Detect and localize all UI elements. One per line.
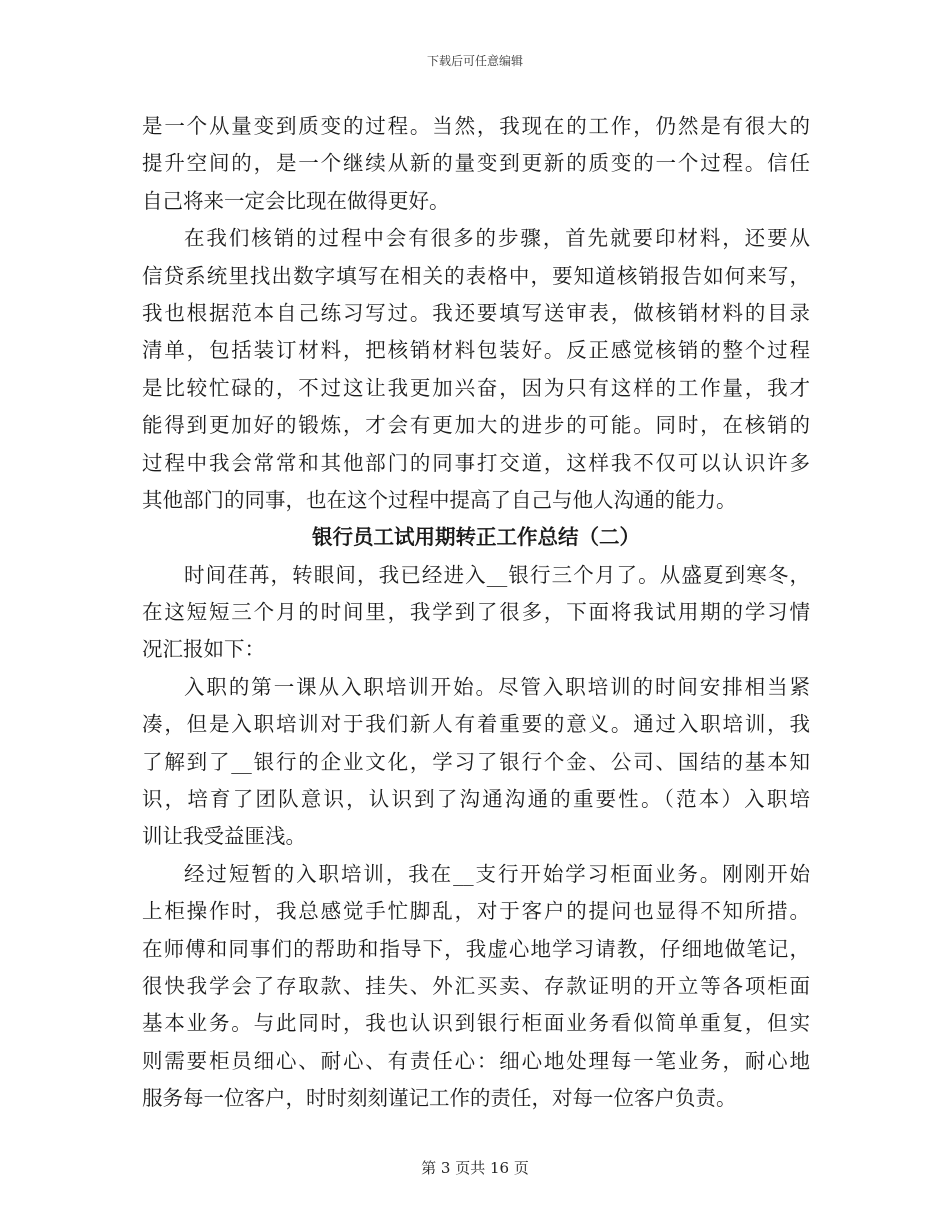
page-header-note: 下载后可任意编辑 xyxy=(426,54,523,68)
text-line: 服务每一位客户，时时刻刻谨记工作的责任，对每一位客户负责。 xyxy=(142,1086,737,1111)
text-line: 我也根据范本自己练习写过。我还要填写送审表，做核销材料的目录 xyxy=(142,300,810,325)
paragraph xyxy=(142,220,810,519)
text-line: 其他部门的同事，也在这个过程中提高了自己与他人沟通的能力。 xyxy=(142,487,737,512)
text-line: 入职的第一课从入职培训开始。尽管入职培训的时间安排相当紧 xyxy=(184,674,810,699)
text-line: 能得到更加好的锻炼，才会有更加大的进步的可能。同时，在核销的 xyxy=(142,413,810,438)
text-line: 基本业务。与此同时，我也认识到银行柜面业务看似简单重复，但实 xyxy=(142,1011,810,1036)
section-title: 银行员工试用期转正工作总结（二） xyxy=(312,525,640,550)
text-line: 在我们核销的过程中会有很多的步骤，首先就要印材料，还要从 xyxy=(184,226,810,251)
text-line: 况汇报如下： xyxy=(142,637,265,662)
text-line: 训让我受益匪浅。 xyxy=(142,824,306,849)
paragraph xyxy=(142,669,810,856)
paragraph xyxy=(142,557,810,669)
text-line: 是一个从量变到质变的过程。当然，我现在的工作，仍然是有很大的 xyxy=(142,114,810,138)
text-line: 清单，包括装订材料，把核销材料包装好。反正感觉核销的整个过程 xyxy=(142,338,810,363)
text-line: 信贷系统里找出数字填写在相关的表格中，要知道核销报告如何来写， xyxy=(142,263,810,288)
text-line: 经过短暂的入职培训，我在__支行开始学习柜面业务。刚刚开始 xyxy=(184,861,810,886)
document-body xyxy=(142,108,810,1118)
text-line: 凑，但是入职培训对于我们新人有着重要的意义。通过入职培训，我 xyxy=(142,712,810,737)
page-number-footer: 第 3 页共 16 页 xyxy=(421,1159,529,1177)
text-line: 提升空间的，是一个继续从新的量变到更新的质变的一个过程。信任 xyxy=(142,151,810,176)
paragraph xyxy=(142,856,810,1118)
text-line: 很快我学会了存取款、挂失、外汇买卖、存款证明的开立等各项柜面 xyxy=(142,973,810,998)
text-line: 在师傅和同事们的帮助和指导下，我虚心地学习请教，仔细地做笔记， xyxy=(142,936,810,961)
text-line: 时间荏苒，转眼间，我已经进入__银行三个月了。从盛夏到寒冬， xyxy=(184,562,810,587)
text-line: 上柜操作时，我总感觉手忙脚乱，对于客户的提问也显得不知所措。 xyxy=(142,899,810,924)
paragraph xyxy=(142,108,810,220)
text-line: 自己将来一定会比现在做得更好。 xyxy=(142,188,450,213)
text-line: 识，培育了团队意识，认识到了沟通沟通的重要性。（范本）入职培 xyxy=(142,787,810,812)
text-line: 在这短短三个月的时间里，我学到了很多，下面将我试用期的学习情 xyxy=(142,600,810,625)
text-line: 则需要柜员细心、耐心、有责任心：细心地处理每一笔业务，耐心地 xyxy=(142,1048,810,1073)
text-line: 是比较忙碌的，不过这让我更加兴奋，因为只有这样的工作量，我才 xyxy=(142,375,810,400)
text-line: 过程中我会常常和其他部门的同事打交道，这样我不仅可以认识许多 xyxy=(142,450,810,475)
text-line: 了解到了__银行的企业文化，学习了银行个金、公司、国结的基本知 xyxy=(142,749,810,774)
